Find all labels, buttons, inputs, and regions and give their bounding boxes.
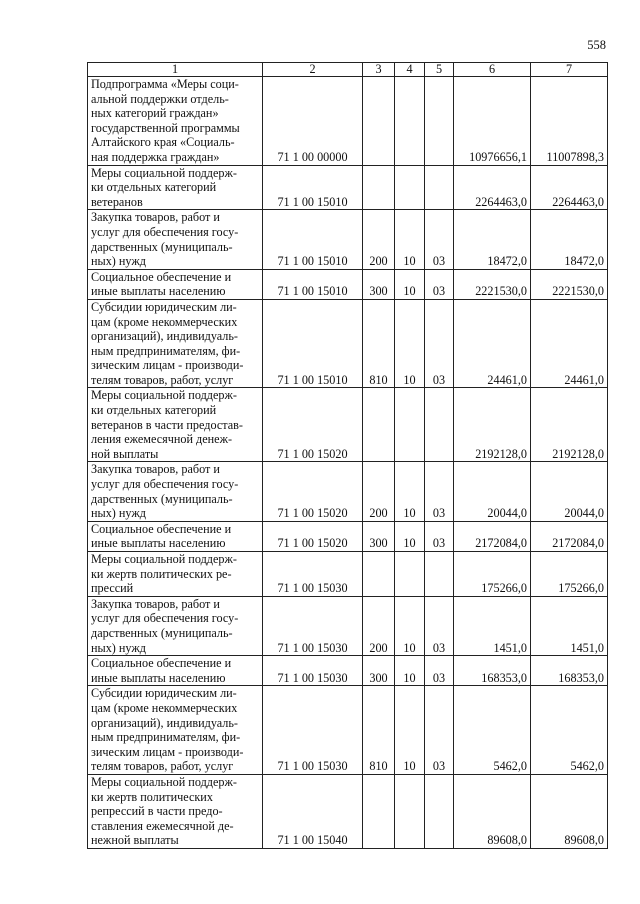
amount-col6-cell: 20044,0 — [454, 462, 531, 521]
expense-type-cell — [363, 774, 395, 848]
amount-col7-cell: 2264463,0 — [531, 165, 608, 210]
target-article-cell: 71 1 00 15030 — [263, 656, 363, 686]
subsection-cell: 03 — [425, 656, 454, 686]
column-number-header: 4 — [395, 63, 425, 77]
row-name-cell: Субсидии юридическим ли- цам (кроме некоммерческих организаций), индивидуаль- ным предпринимателям, фи- зическим лицам - производи- телям товаров, работ, услуг — [88, 686, 263, 775]
table-row — [88, 462, 608, 521]
subsection-cell: 03 — [425, 596, 454, 655]
amount-col6-cell: 10976656,1 — [454, 77, 531, 166]
amount-col7-cell: 89608,0 — [531, 774, 608, 848]
page-number: 558 — [587, 38, 606, 52]
expense-type-cell: 200 — [363, 462, 395, 521]
subsection-cell: 03 — [425, 462, 454, 521]
section-cell — [395, 77, 425, 166]
amount-col7-cell: 24461,0 — [531, 299, 608, 388]
column-number-header: 1 — [88, 63, 263, 77]
amount-col6-cell: 24461,0 — [454, 299, 531, 388]
table-row — [88, 774, 608, 848]
section-cell: 10 — [395, 686, 425, 775]
target-article-cell: 71 1 00 15030 — [263, 686, 363, 775]
amount-col7-cell: 2221530,0 — [531, 269, 608, 299]
expense-type-cell: 300 — [363, 656, 395, 686]
target-article-cell: 71 1 00 15010 — [263, 210, 363, 269]
section-cell — [395, 388, 425, 462]
subsection-cell — [425, 552, 454, 597]
budget-table — [87, 62, 608, 849]
target-article-cell: 71 1 00 15020 — [263, 388, 363, 462]
amount-col6-cell: 2221530,0 — [454, 269, 531, 299]
target-article-cell: 71 1 00 15040 — [263, 774, 363, 848]
table-row — [88, 165, 608, 210]
subsection-cell: 03 — [425, 269, 454, 299]
row-name-cell: Закупка товаров, работ и услуг для обеспечения госу- дарственных (муниципаль- ных) нужд — [88, 210, 263, 269]
table-row — [88, 77, 608, 166]
amount-col6-cell: 168353,0 — [454, 656, 531, 686]
section-cell: 10 — [395, 596, 425, 655]
section-cell: 10 — [395, 269, 425, 299]
amount-col7-cell: 5462,0 — [531, 686, 608, 775]
amount-col6-cell: 2172084,0 — [454, 521, 531, 551]
target-article-cell: 71 1 00 15020 — [263, 462, 363, 521]
table-row — [88, 299, 608, 388]
expense-type-cell: 810 — [363, 299, 395, 388]
expense-type-cell: 810 — [363, 686, 395, 775]
expense-type-cell: 200 — [363, 210, 395, 269]
section-cell: 10 — [395, 521, 425, 551]
section-cell: 10 — [395, 656, 425, 686]
target-article-cell: 71 1 00 15010 — [263, 269, 363, 299]
amount-col6-cell: 5462,0 — [454, 686, 531, 775]
target-article-cell: 71 1 00 00000 — [263, 77, 363, 166]
expense-type-cell: 300 — [363, 521, 395, 551]
amount-col6-cell: 2192128,0 — [454, 388, 531, 462]
expense-type-cell — [363, 552, 395, 597]
row-name-cell: Социальное обеспечение и иные выплаты населению — [88, 521, 263, 551]
target-article-cell: 71 1 00 15030 — [263, 596, 363, 655]
amount-col7-cell: 175266,0 — [531, 552, 608, 597]
row-name-cell: Меры социальной поддерж- ки жертв политических репрессий в части предо- ставления ежемесячной де- нежной выплаты — [88, 774, 263, 848]
expense-type-cell — [363, 388, 395, 462]
target-article-cell: 71 1 00 15010 — [263, 165, 363, 210]
subsection-cell: 03 — [425, 210, 454, 269]
amount-col6-cell: 175266,0 — [454, 552, 531, 597]
expense-type-cell: 300 — [363, 269, 395, 299]
amount-col7-cell: 11007898,3 — [531, 77, 608, 166]
subsection-cell: 03 — [425, 521, 454, 551]
amount-col7-cell: 18472,0 — [531, 210, 608, 269]
amount-col7-cell: 1451,0 — [531, 596, 608, 655]
column-number-header: 3 — [363, 63, 395, 77]
section-cell — [395, 165, 425, 210]
target-article-cell: 71 1 00 15010 — [263, 299, 363, 388]
amount-col7-cell: 20044,0 — [531, 462, 608, 521]
subsection-cell — [425, 774, 454, 848]
subsection-cell: 03 — [425, 299, 454, 388]
amount-col7-cell: 2192128,0 — [531, 388, 608, 462]
row-name-cell: Закупка товаров, работ и услуг для обеспечения госу- дарственных (муниципаль- ных) нужд — [88, 462, 263, 521]
expense-type-cell — [363, 77, 395, 166]
amount-col7-cell: 168353,0 — [531, 656, 608, 686]
target-article-cell: 71 1 00 15030 — [263, 552, 363, 597]
table-row — [88, 552, 608, 597]
table-row — [88, 596, 608, 655]
amount-col6-cell: 89608,0 — [454, 774, 531, 848]
section-cell — [395, 774, 425, 848]
column-number-header: 6 — [454, 63, 531, 77]
section-cell: 10 — [395, 299, 425, 388]
section-cell — [395, 552, 425, 597]
table-row — [88, 388, 608, 462]
row-name-cell: Закупка товаров, работ и услуг для обеспечения госу- дарственных (муниципаль- ных) нужд — [88, 596, 263, 655]
subsection-cell — [425, 388, 454, 462]
column-number-header: 2 — [263, 63, 363, 77]
row-name-cell: Субсидии юридическим ли- цам (кроме некоммерческих организаций), индивидуаль- ным предпринимателям, фи- зическим лицам - производи- телям товаров, работ, услуг — [88, 299, 263, 388]
subsection-cell — [425, 165, 454, 210]
amount-col6-cell: 2264463,0 — [454, 165, 531, 210]
table-row — [88, 269, 608, 299]
amount-col6-cell: 1451,0 — [454, 596, 531, 655]
column-number-header: 5 — [425, 63, 454, 77]
column-number-header-row — [88, 63, 608, 77]
table-row — [88, 210, 608, 269]
column-number-header: 7 — [531, 63, 608, 77]
amount-col6-cell: 18472,0 — [454, 210, 531, 269]
amount-col7-cell: 2172084,0 — [531, 521, 608, 551]
row-name-cell: Социальное обеспечение и иные выплаты населению — [88, 656, 263, 686]
row-name-cell: Подпрограмма «Меры соци- альной поддержки отдель- ных категорий граждан» государственной программы Алтайского края «Социаль- ная поддержка граждан» — [88, 77, 263, 166]
subsection-cell — [425, 77, 454, 166]
row-name-cell: Меры социальной поддерж- ки отдельных категорий ветеранов — [88, 165, 263, 210]
row-name-cell: Меры социальной поддерж- ки отдельных категорий ветеранов в части предостав- ления ежемесячной денеж- ной выплаты — [88, 388, 263, 462]
subsection-cell: 03 — [425, 686, 454, 775]
row-name-cell: Социальное обеспечение и иные выплаты населению — [88, 269, 263, 299]
expense-type-cell: 200 — [363, 596, 395, 655]
section-cell: 10 — [395, 462, 425, 521]
table-row — [88, 521, 608, 551]
target-article-cell: 71 1 00 15020 — [263, 521, 363, 551]
row-name-cell: Меры социальной поддерж- ки жертв политических ре- прессий — [88, 552, 263, 597]
table-row — [88, 686, 608, 775]
section-cell: 10 — [395, 210, 425, 269]
expense-type-cell — [363, 165, 395, 210]
table-row — [88, 656, 608, 686]
